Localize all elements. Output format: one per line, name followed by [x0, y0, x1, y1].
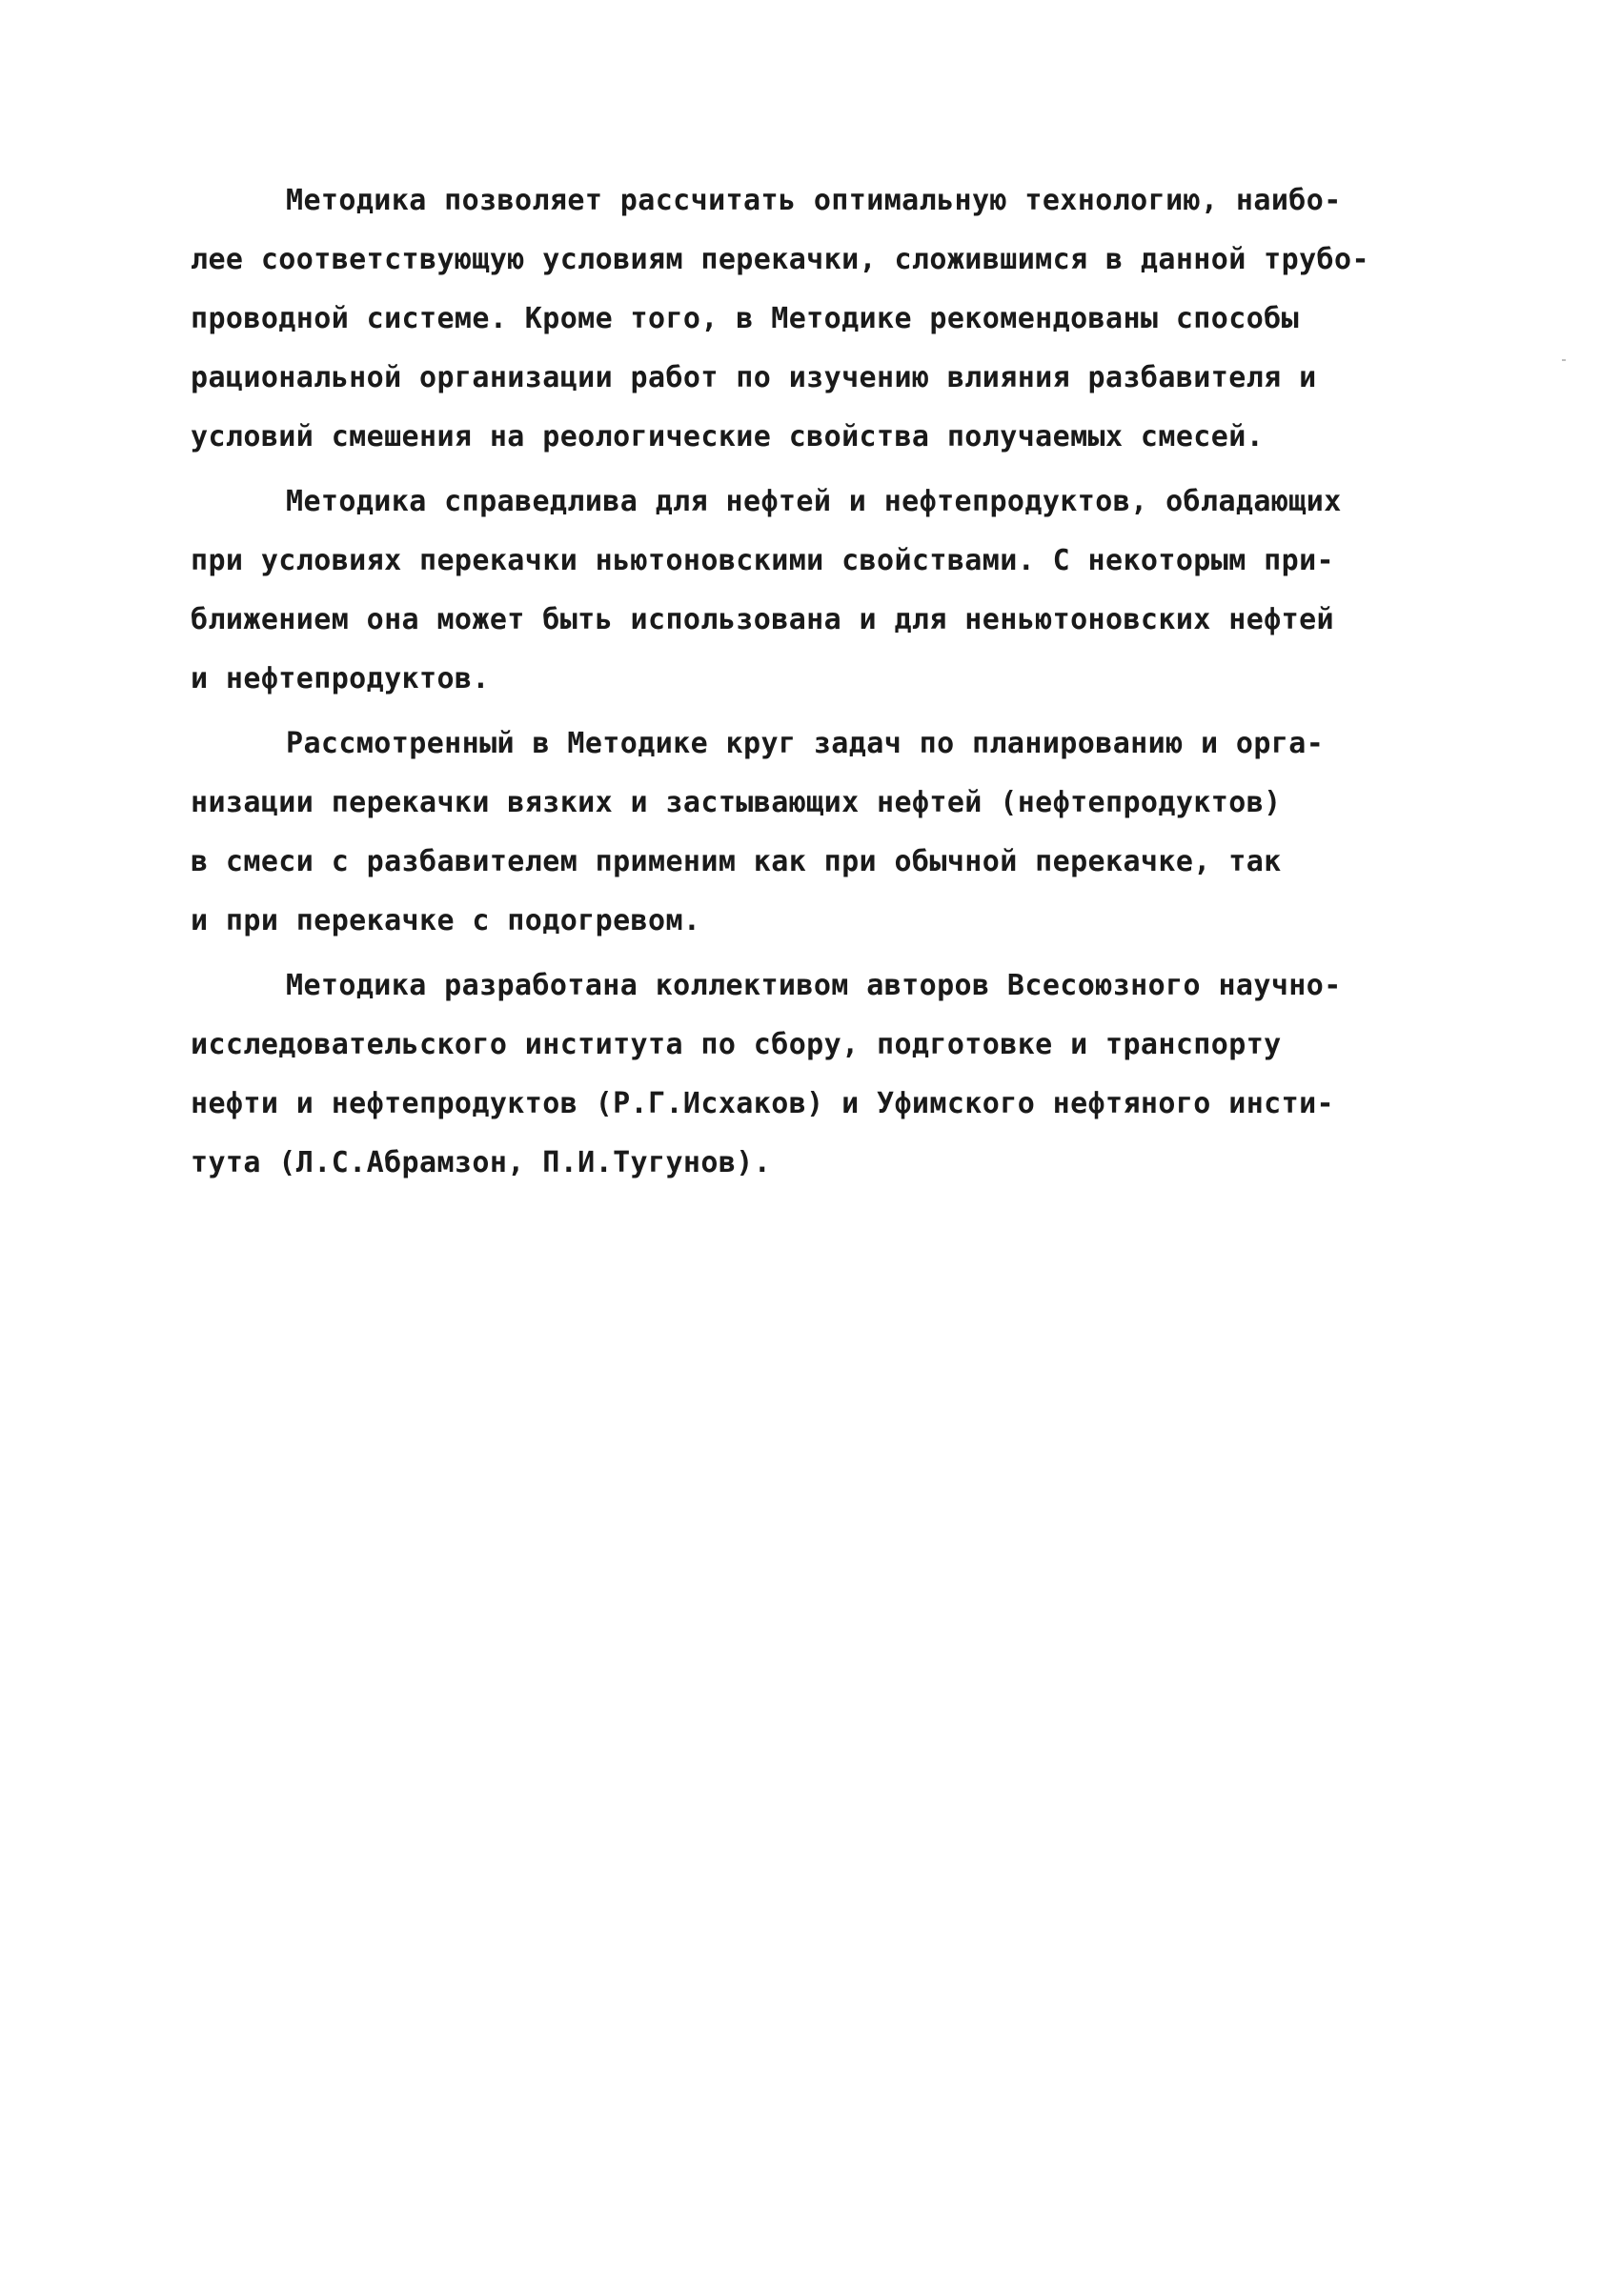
text-line: тута (Л.С.Абрамзон, П.И.Тугунов).	[191, 1146, 772, 1179]
text-line: ближением она может быть использована и для неньютоновских нефтей	[191, 603, 1334, 636]
text-line: и нефтепродуктов.	[191, 662, 490, 695]
paragraph-3	[191, 715, 1487, 951]
text-line: Методика позволяет рассчитать оптимальную технологию, наибо-	[286, 184, 1342, 217]
text-line: низации перекачки вязких и застывающих нефтей (нефтепродуктов)	[191, 786, 1282, 819]
text-line: лее соответствующую условиям перекачки, сложившимся в данной трубо-	[191, 243, 1369, 276]
text-line: и при перекачке с подогревом.	[191, 904, 701, 937]
paragraph-1	[191, 171, 1487, 467]
text-line: Методика разработана коллективом авторов Всесоюзного научно-	[286, 969, 1342, 1002]
text-line: нефти и нефтепродуктов (Р.Г.Исхаков) и Уфимского нефтяного инсти-	[191, 1087, 1334, 1120]
scan-speck	[1562, 359, 1566, 361]
text-line: при условиях перекачки ньютоновскими свойствами. С некоторым при-	[191, 544, 1334, 577]
text-line: условий смешения на реологические свойства получаемых смесей.	[191, 420, 1265, 453]
text-line: Рассмотренный в Методике круг задач по планированию и орга-	[286, 727, 1325, 760]
text-line: исследовательского института по сбору, подготовке и транспорту	[191, 1028, 1282, 1061]
paragraph-4	[191, 957, 1487, 1193]
text-line: в смеси с разбавителем применим как при обычной перекачке, так	[191, 845, 1282, 878]
text-line: проводной системе. Кроме того, в Методике рекомендованы способы	[191, 302, 1300, 335]
text-line: рациональной организации работ по изучению влияния разбавителя и	[191, 361, 1317, 394]
body-text	[191, 171, 1487, 1193]
text-line: Методика справедлива для нефтей и нефтепродуктов, обладающих	[286, 485, 1342, 518]
paragraph-2	[191, 473, 1487, 709]
